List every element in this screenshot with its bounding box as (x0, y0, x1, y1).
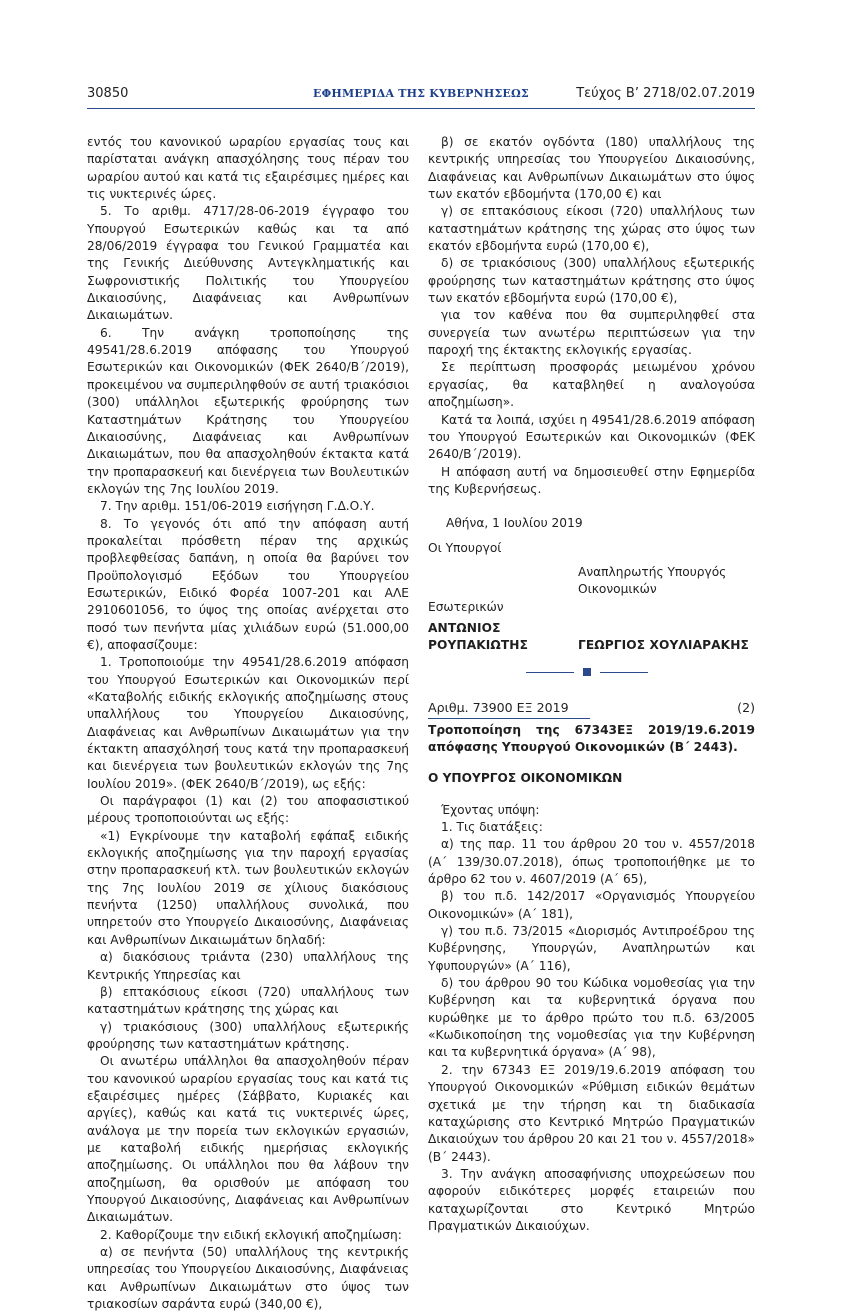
header-rule (87, 108, 755, 109)
signatory-left-name: ΑΝΤΩΝΙΟΣ ΡΟΥΠΑΚΙΩΤΗΣ (428, 620, 529, 653)
paragraph: δ) του άρθρου 90 του Κώδικα νομοθεσίας για την Κυβέρνηση και τα κυβερνητικά όργανα που κυρώθηκε με το άρθρο πρώτο του π.δ. 63/2005 «Κωδικοποίηση της νομοθεσίας για την Κυβέρνηση και τα κυβερνητικά όργανα» (Α΄ 98), (428, 976, 755, 1060)
paragraph: Κατά τα λοιπά, ισχύει η 49541/28.6.2019 απόφαση του Υπουργού Εσωτερικών και Οικονομικών (ΦΕΚ 2640/Β΄/2019). (428, 412, 755, 462)
gazette-name: ΕΦΗΜΕΡΙΔΑ ΤΗΣ ΚΥΒΕΡΝΗΣΕΩΣ (313, 87, 529, 100)
paragraph: 7. Την αριθμ. 151/06-2019 εισήγηση Γ.Δ.Ο.Υ. (100, 499, 375, 514)
paragraph: για τον καθένα που θα συμπεριληφθεί στα συνεργεία των ανωτέρω περιπτώσεων για την παροχή της έκτακτης εκλογικής εργασίας. (428, 308, 755, 358)
right-column (428, 134, 755, 1235)
paragraph: α) διακόσιους τριάντα (230) υπαλλήλους της Κεντρικής Υπηρεσίας και (87, 950, 409, 982)
divider-square (583, 668, 591, 676)
decision-number-row (428, 699, 755, 719)
role-line: Αναπληρωτής Υπουργός (578, 564, 727, 579)
paragraph: 5. Το αριθμ. 4717/28-06-2019 έγγραφο του Υπουργού Εσωτερικών καθώς και τα από 28/06/2019 έγγραφα του Γενικού Γραμματέα και της Γενικής Διεύθυνσης Αντεγκληματικής και Σωφρονιστικής Πολιτικής του Υπουργείου Δικαιοσύνης, Διαφάνειας και Ανθρωπίνων Δικαιωμάτων. (87, 204, 409, 323)
paragraph: 1. Τις διατάξεις: (441, 820, 543, 834)
paragraph: 1. Τροποποιούμε την 49541/28.6.2019 απόφαση του Υπουργού Εσωτερικών και Οικονομικών περί «Καταβολής ειδικής εκλογικής αποζημίωσης στους υπαλλήλους του Υπουργείου Δικαιοσύνης, Διαφάνειας και Ανθρωπίνων Δικαιωμάτων για την έκτακτη απασχόλησή τους κατά την προπαρασκευή και διενέργεια των βουλευτικών εκλογών της 7ης Ιουλίου 2019». (ΦΕΚ 2640/Β΄/2019), ως εξής: (87, 655, 409, 791)
place-date: Αθήνα, 1 Ιουλίου 2019 (446, 516, 583, 531)
paragraph: γ) του π.δ. 73/2015 «Διορισμός Αντιπροέδρου της Κυβέρνησης, Υπουργών, Αναπληρωτών και Υφυπουργών» (Α΄ 116), (428, 924, 755, 973)
role-line: Οικονομικών (578, 582, 657, 597)
paragraph: β) του π.δ. 142/2017 «Οργανισμός Υπουργείου Οικονομικών» (Α΄ 181), (428, 889, 755, 921)
minister-heading: Ο ΥΠΟΥΡΓΟΣ ΟΙΚΟΝΟΜΙΚΩΝ (428, 771, 623, 786)
paragraph: Σε περίπτωση προσφοράς μειωμένου χρόνου εργασίας, θα καταβληθεί η αναλογούσα αποζημίωση». (428, 360, 755, 410)
page-header (87, 86, 755, 108)
paragraph: 2. την 67343 ΕΞ 2019/19.6.2019 απόφαση του Υπουργού Οικονομικών «Ρύθμιση ειδικών θεμάτων σχετικά με την τήρηση και τη διαδικασία καταχώρισης στο Κεντρικό Μητρώο Πραγματικών Δικαιούχων του άρθρου 20 και 21 του ν. 4557/2018» (Β΄ 2443). (428, 1062, 755, 1164)
section-divider (428, 663, 755, 683)
left-column (87, 134, 409, 1313)
paragraph: δ) σε τριακόσιους (300) υπαλλήλους εξωτερικής φρούρησης των καταστημάτων κράτησης στο ύψος των εκατόν εβδομήντα ευρώ (170,00 €), (428, 256, 755, 306)
paragraph: 3. Την ανάγκη αποσαφήνισης υποχρεώσεων που αφορούν ειδικότερες μορφές εταιρειών που καταχωρίζονται στο Κεντρικό Μητρώο Πραγματικών Δικαιούχων. (428, 1166, 755, 1233)
paragraph: εντός του κανονικού ωραρίου εργασίας τους και παρίσταται ανάγκη απασχόλησης τους πέραν του ωραρίου αυτού και κατά τις εξαιρέσιμες ημέρες και τις νυκτερινές ώρες. (87, 135, 409, 202)
paragraph: β) σε εκατόν ογδόντα (180) υπαλλήλους της κεντρικής υπηρεσίας του Υπουργείου Δικαιοσύνης, Διαφάνειας και Ανθρωπίνων Δικαιωμάτων στο ύψος των εκατόν εβδομήντα (170,00 €) και (428, 135, 755, 202)
issue-label: Τεύχος Β’ 2718/02.07.2019 (576, 86, 755, 101)
signatories-heading: Οι Υπουργοί (428, 540, 502, 555)
divider-line (600, 672, 648, 673)
paragraph: Έχοντας υπόψη: (441, 802, 540, 817)
paragraph: α) σε πενήντα (50) υπαλλήλους της κεντρικής υπηρεσίας του Υπουργείου Δικαιοσύνης, Διαφάνειας και Ανθρωπίνων Δικαιωμάτων στο ύψος των τριακοσίων σαράντα ευρώ (340,00 €), (87, 1245, 409, 1312)
divider-line (526, 672, 574, 673)
signatory-right-name: ΓΕΩΡΓΙΟΣ ΧΟΥΛΙΑΡΑΚΗΣ (578, 638, 749, 653)
signatures-block (428, 564, 755, 655)
decision-title: Τροποποίηση της 67343ΕΞ 2019/19.6.2019 απόφασης Υπουργού Οικονομικών (Β΄ 2443). (428, 722, 755, 754)
signatory-left-role: Εσωτερικών (428, 599, 504, 614)
paragraph: γ) τριακόσιους (300) υπαλλήλους εξωτερικής φρούρησης των καταστημάτων κράτησης. (87, 1019, 409, 1051)
paragraph: «1) Εγκρίνουμε την καταβολή εφάπαξ ειδικής εκλογικής αποζημίωσης για την παροχή εργασίας στην προπαρασκευή κτλ. των βουλευτικών εκλογών της 7ης Ιουλίου 2019 σε χίλιους διακόσιους πενήντα (1250) υπαλλήλους συνολικά, που υπηρετούν στο Υπουργείο Δικαιοσύνης, Διαφάνειας και Ανθρωπίνων Δικαιωμάτων δηλαδή: (87, 828, 409, 947)
paragraph: 2. Καθορίζουμε την ειδική εκλογική αποζημίωση: (100, 1227, 402, 1242)
paragraph: 6. Την ανάγκη τροποποίησης της 49541/28.6.2019 απόφασης του Υπουργού Εσωτερικών και Οικονομικών (ΦΕΚ 2640/Β΄/2019), προκειμένου να συμπεριληφθούν σε αυτή τριακόσιοι (300) υπάλληλοι εξωτερικής φρούρησης των Καταστημάτων Κράτησης του Υπουργείου Δικαιοσύνης, Διαφάνειας και Ανθρωπίνων Δικαιωμάτων, που θα απασχοληθούν έκτακτα κατά την προπαρασκευή και διενέργεια των Βουλευτικών εκλογών της 7ης Ιουλίου 2019. (87, 325, 409, 496)
decision-number-underline (428, 718, 590, 719)
signatory-right-role (578, 564, 755, 599)
paragraph: β) επτακόσιους είκοσι (720) υπαλλήλους των καταστημάτων κράτησης της χώρας και (87, 984, 409, 1017)
paragraph: 8. Το γεγονός ότι από την απόφαση αυτή προκαλείται πρόσθετη πέραν της αρχικώς προβλεφθείσας δαπάνη, η οποία θα βαρύνει τον Προϋπολογισμό Εξόδων του Υπουργείου Εσωτερικών, Ειδικό Φορέα 1007-201 και ΑΛΕ 2910601056, το ύψος της οποίας ανέρχεται στο ποσό των πενήντα μίας χιλιάδων ευρώ (51.000,00 €), αποφασίζουμε: (87, 516, 409, 652)
paragraph: γ) σε επτακόσιους είκοσι (720) υπαλλήλους των καταστημάτων κράτησης της χώρας στο ύψος των εκατόν εβδομήντα ευρώ (170,00 €), (428, 204, 755, 254)
paragraph: Η απόφαση αυτή να δημοσιευθεί στην Εφημερίδα της Κυβερνήσεως. (428, 464, 755, 496)
page-number: 30850 (87, 86, 129, 101)
paragraph: α) της παρ. 11 του άρθρου 20 του ν. 4557/2018 (Α΄ 139/30.07.2018), όπως τροποποιήθηκε με το άρθρο 62 του ν. 4607/2019 (Α΄ 65), (428, 837, 755, 887)
paragraph: Οι ανωτέρω υπάλληλοι θα απασχοληθούν πέραν του κανονικού ωραρίου εργασίας τους και κατά τις εξαιρέσιμες ημέρες (Σάββατο, Κυριακές και αργίες), καθώς και κατά τις νυκτερινές ώρες, ανάλογα με την πορεία των εκλογικών εργασιών, με καταβολή ειδικής ημερήσιας εκλογικής αποζημίωσης. Οι υπάλληλοι που θα λάβουν την αποζημίωση, θα ορισθούν με απόφαση του Υπουργού Δικαιοσύνης, Διαφάνειας και Ανθρωπίνων Δικαιωμάτων. (87, 1054, 409, 1225)
decision-number: Αριθμ. 73900 ΕΞ 2019 (428, 699, 569, 715)
paragraph: Οι παράγραφοι (1) και (2) του αποφασιστικού μέρους τροποποιούνται ως εξής: (87, 794, 409, 826)
decision-index: (2) (737, 699, 755, 715)
